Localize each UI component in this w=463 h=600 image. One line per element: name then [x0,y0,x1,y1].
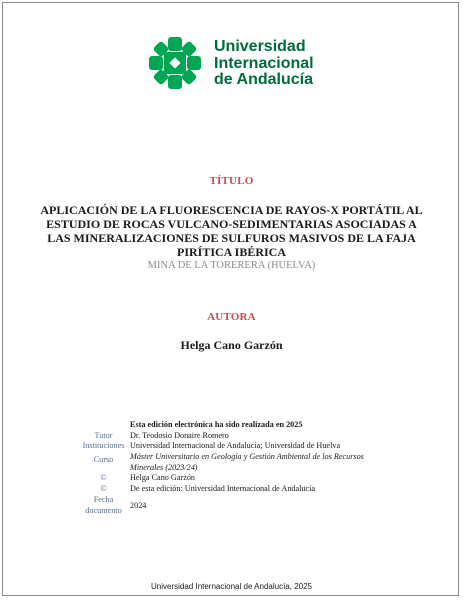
metadata-block [70,420,430,516]
author-label: AUTORA [207,311,256,323]
curso-value-line-1: Máster Universitario en Geología y Gestión Ambiental de los Recursos [130,452,364,462]
title-line-3: LAS MINERALIZACIONES DE SULFUROS MASIVOS DE LA FAJA [47,231,416,245]
copyright-author-row [70,473,430,484]
curso-label: Curso [93,455,114,465]
logo-line-3: de Andalucía [214,71,313,88]
title-line-2: ESTUDIO DE ROCAS VULCANO-SEDIMENTARIAS ASOCIADAS A [46,217,417,231]
fecha-label: Fecha [93,494,114,504]
tutor-value: Dr. Teodosio Donaire Romero [130,430,229,440]
copyright-author-label: © [100,473,107,483]
fecha-row-2 [70,500,430,517]
instituciones-row [70,441,430,452]
documento-label: documento [85,505,122,515]
copyright-edition-label: © [100,484,107,494]
university-logo [148,36,328,92]
edition-row [70,420,430,431]
tutor-row [70,431,430,442]
instituciones-value: Universidad Internacional de Andalucía; Universidad de Huelva [130,441,341,451]
document-title [40,203,423,259]
edition-note: Esta edición electrónica ha sido realizada en 2025 [130,420,303,429]
logo-line-1: Universidad [214,38,306,55]
page-footer: Universidad Internacional de Andalucía, 2025 [151,582,312,591]
fecha-value: 2024 [130,500,147,510]
curso-value-line-2: Minerales (2023/24) [130,462,198,472]
tutor-label: Tutor [94,430,113,440]
title-line-4: PIRÍTICA IBÉRICA [176,245,287,259]
copyright-author-value: Helga Cano Garzón [130,473,196,483]
logo-star-icon [148,36,202,90]
title-line-1: APLICACIÓN DE LA FLUORESCENCIA DE RAYOS-X PORTÁTIL AL [40,203,423,217]
document-subtitle: MINA DE LA TORERERA (HUELVA) [147,260,316,271]
logo-wordmark [214,39,314,89]
fecha-row [70,495,430,506]
copyright-edition-value: De esta edición: Universidad Internacional de Andalucía [130,484,316,494]
title-label: TÍTULO [209,175,254,187]
logo-line-2: Internacional [214,54,314,72]
curso-row-2 [70,463,430,474]
instituciones-label: Instituciones [82,441,125,451]
curso-row [70,452,430,463]
copyright-edition-row [70,484,430,495]
author-name: Helga Cano Garzón [180,338,283,352]
